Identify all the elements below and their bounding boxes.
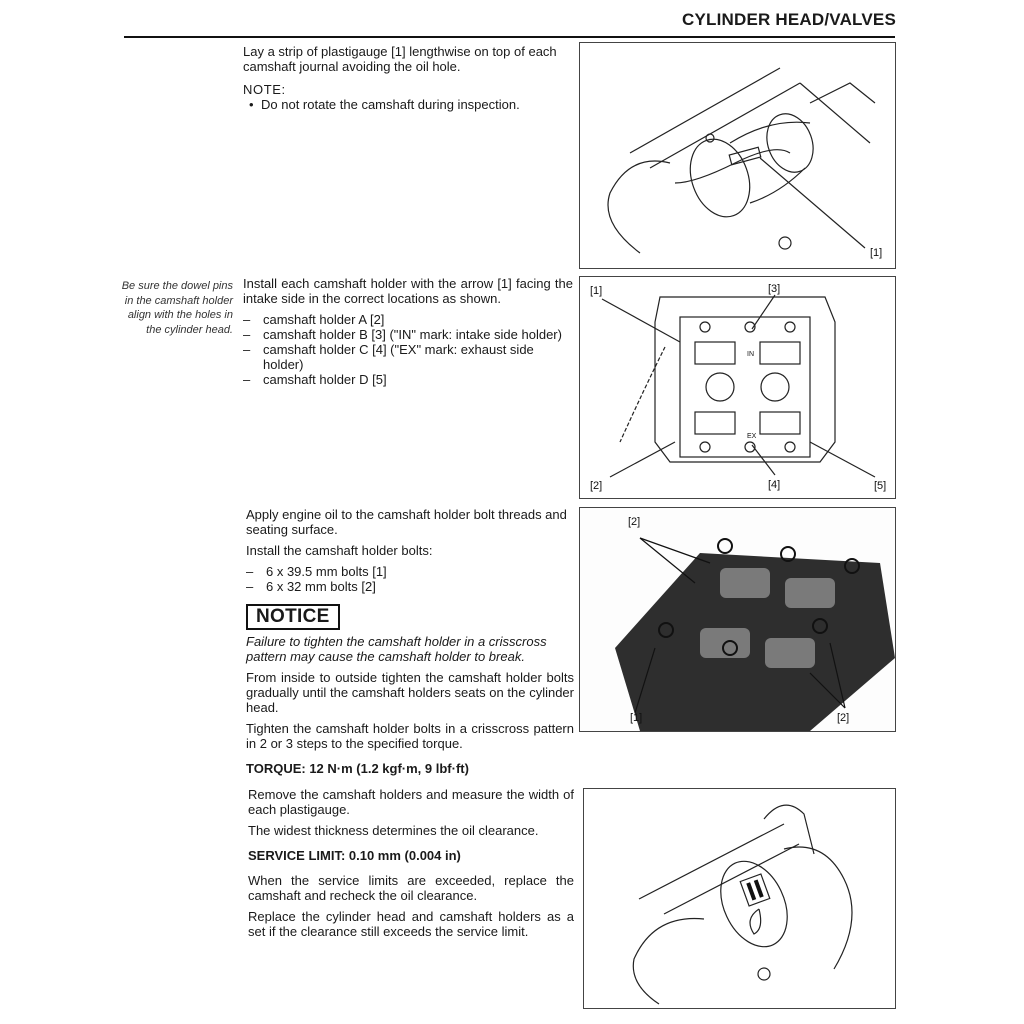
note-label: NOTE: <box>243 82 286 97</box>
figure1-callout-1: [1] <box>870 247 883 259</box>
section-holder-bolts <box>246 507 574 782</box>
holder-item: – camshaft holder A [2] <box>243 312 573 327</box>
cylinder-head-top-view <box>580 277 895 498</box>
holders-instruction: Install each camshaft holder with the arrow [1] facing the intake side in the correct locations as shown. <box>243 276 573 306</box>
torque-spec: TORQUE: 12 N·m (1.2 kgf·m, 9 lbf·ft) <box>246 761 469 776</box>
install-bolts-text: Install the camshaft holder bolts: <box>246 543 433 558</box>
ex-mark: EX <box>747 433 757 440</box>
notice-label: NOTICE <box>246 604 340 630</box>
figure2-callout-3: [3] <box>768 283 781 295</box>
figure-holder-locations <box>579 276 896 499</box>
note-item: • Do not rotate the camshaft during inspection. <box>243 97 573 112</box>
holders-list <box>243 312 573 387</box>
figure-bolt-tightening-photo <box>579 507 896 732</box>
replace-set-text: Replace the cylinder head and camshaft holders as a set if the clearance still exceeds the service limit. <box>248 909 574 939</box>
in-mark: IN <box>747 351 754 358</box>
measurement-illustration <box>584 789 895 1008</box>
tighten-inside-out-text: From inside to outside tighten the camshaft holder bolts gradually until the camshaft holders seats on the cylinder head. <box>246 670 574 715</box>
figure2-callout-2: [2] <box>590 480 603 492</box>
exceeded-text: When the service limits are exceeded, replace the camshaft and recheck the oil clearance. <box>248 873 574 903</box>
bolt-item: – 6 x 39.5 mm bolts [1] <box>246 564 574 579</box>
figure2-callout-4: [4] <box>768 479 781 491</box>
service-limit-spec: SERVICE LIMIT: 0.10 mm (0.004 in) <box>248 848 461 863</box>
figure-measure-plastigauge <box>583 788 896 1009</box>
figure3-callout-1: [1] <box>630 712 643 724</box>
figure2-callout-5: [5] <box>874 480 887 492</box>
side-note-dowel-pins: Be sure the dowel pins in the camshaft holder align with the holes in the cylinder head. <box>121 280 233 336</box>
header-rule <box>124 36 895 38</box>
widest-thickness-text: The widest thickness determines the oil clearance. <box>248 823 539 838</box>
bolts-list <box>246 564 574 594</box>
cylinder-head-photo <box>580 508 895 731</box>
page-header-title: CYLINDER HEAD/VALVES <box>681 10 896 29</box>
figure2-callout-1: [1] <box>590 285 603 297</box>
holder-item: – camshaft holder B [3] ("IN" mark: intake side holder) <box>243 327 573 342</box>
section-plastigauge <box>243 44 573 112</box>
figure3-callout-2-top: [2] <box>628 516 641 528</box>
holder-item: – camshaft holder D [5] <box>243 372 573 387</box>
notice-text: Failure to tighten the camshaft holder in a crisscross pattern may cause the camshaft holder to break. <box>246 634 547 664</box>
holder-item: – camshaft holder C [4] ("EX" mark: exhaust side holder) <box>243 342 573 372</box>
section-camshaft-holders <box>243 276 573 387</box>
figure3-callout-2-bottom: [2] <box>837 712 850 724</box>
measure-plastigauge-text: Remove the camshaft holders and measure the width of each plastigauge. <box>248 787 574 817</box>
plastigauge-instruction: Lay a strip of plastigauge [1] lengthwise on top of each camshaft journal avoiding the oil hole. <box>243 44 557 74</box>
apply-oil-text: Apply engine oil to the camshaft holder bolt threads and seating surface. <box>246 507 567 537</box>
section-measure-clearance <box>248 787 574 945</box>
figure-plastigauge <box>579 42 896 269</box>
camshaft-illustration <box>580 43 895 268</box>
bolt-item: – 6 x 32 mm bolts [2] <box>246 579 574 594</box>
tighten-crisscross-text: Tighten the camshaft holder bolts in a crisscross pattern in 2 or 3 steps to the specified torque. <box>246 721 574 751</box>
